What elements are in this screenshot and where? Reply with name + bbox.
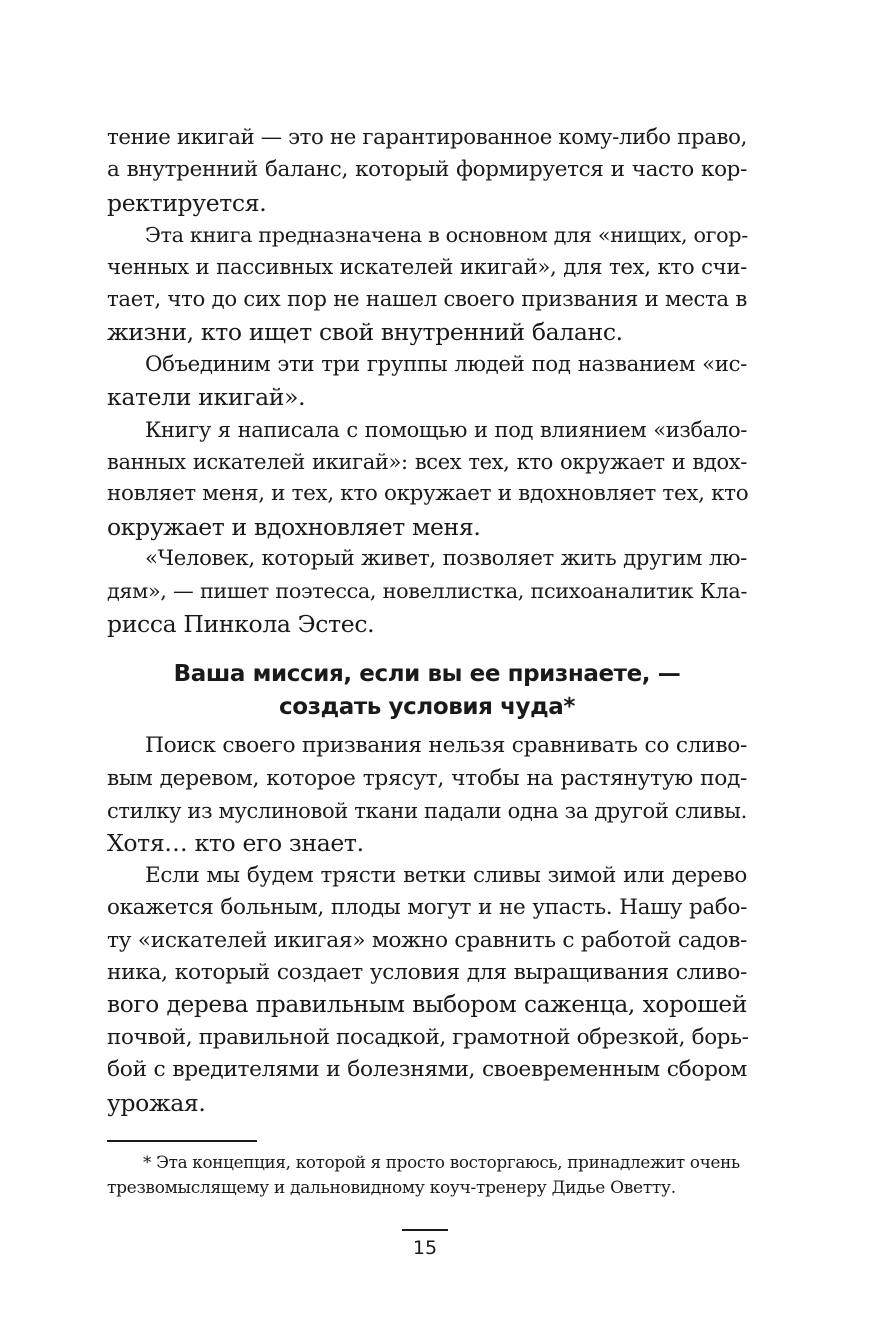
footnote-line: трезвомыслящему и дальновидному коуч-тренеру Дидье Оветту. [107,1177,676,1198]
text-line: Поиск своего призвания нельзя сравнивать со сливо- [145,733,747,759]
section-heading [107,658,747,724]
text-line: тает, что до сих пор не нашел своего призвания и места в [107,286,747,312]
text-line: «Человек, который живет, позволяет жить другим лю- [145,546,747,572]
paragraph [107,414,747,544]
text-line: ректируется. [107,188,267,217]
text-line: почвой, правильной посадкой, грамотной обрезкой, борь- [107,1024,749,1050]
text-line: вого дерева правильным выбором саженца, хорошей [107,991,747,1019]
text-line: стилку из муслиновой ткани падали одна за другой сливы. [107,799,747,824]
text-line: ченных и пассивных искателей икигай», для тех, кто счи- [107,254,747,280]
paragraph [107,730,747,860]
heading-line: создать условия чуда* [278,694,575,721]
footnote-line: * Эта концепция, которой я просто восторгаюсь, принадлежит очень [143,1152,740,1172]
text-line: ника, который создает условия для выращивания сливо- [107,959,747,985]
text-line: ванных искателей икигай»: всех тех, кто окружает и вдох- [107,449,747,474]
text-line: новляет меня, и тех, кто окружает и вдохновляет тех, кто [107,481,749,507]
text-line: дям», — пишет поэтесса, новеллистка, психоаналитик Кла- [107,579,747,604]
text-line: вым деревом, которое трясут, чтобы на растянутую под- [107,765,747,791]
text-line: тение икигай — это не гарантированное кому-либо право, [107,125,747,150]
page-number: 15 [412,1237,438,1259]
text-line: Хотя… кто его знает. [107,829,364,858]
main-text [107,122,747,1119]
paragraph [107,122,747,219]
text-line: жизни, кто ищет свой внутренний баланс. [107,318,623,347]
page-number-rule [402,1229,448,1231]
heading-line: Ваша миссия, если вы ее признаете, — [173,661,681,688]
text-line: Если мы будем трясти ветки сливы зимой или дерево [145,862,747,888]
text-line: окружает и вдохновляет меня. [107,512,481,541]
text-line: рисса Пинкола Эстес. [107,609,375,638]
text-line: урожая. [107,1088,206,1117]
text-line: а внутренний баланс, который формируется и часто кор- [107,157,747,183]
text-line: окажется больным, плоды могут и не упасть. Нашу рабо- [107,895,747,921]
paragraph [107,349,747,414]
text-line: бой с вредителями и болезнями, своевременным сбором [107,1057,747,1083]
footnote [107,1150,747,1201]
paragraph [107,543,747,640]
text-line: Книгу я написала с помощью и под влиянием «избало- [145,417,747,442]
text-line: ту «искателей икигая» можно сравнить с работой садов- [107,927,747,953]
footnote-divider [107,1140,257,1142]
paragraph [107,219,747,349]
text-line: Эта книга предназначена в основном для «нищих, огор- [145,223,748,248]
text-line: катели икигай». [107,383,306,412]
text-line: Объединим эти три группы людей под названием «ис- [145,351,747,377]
paragraph [107,860,747,1119]
